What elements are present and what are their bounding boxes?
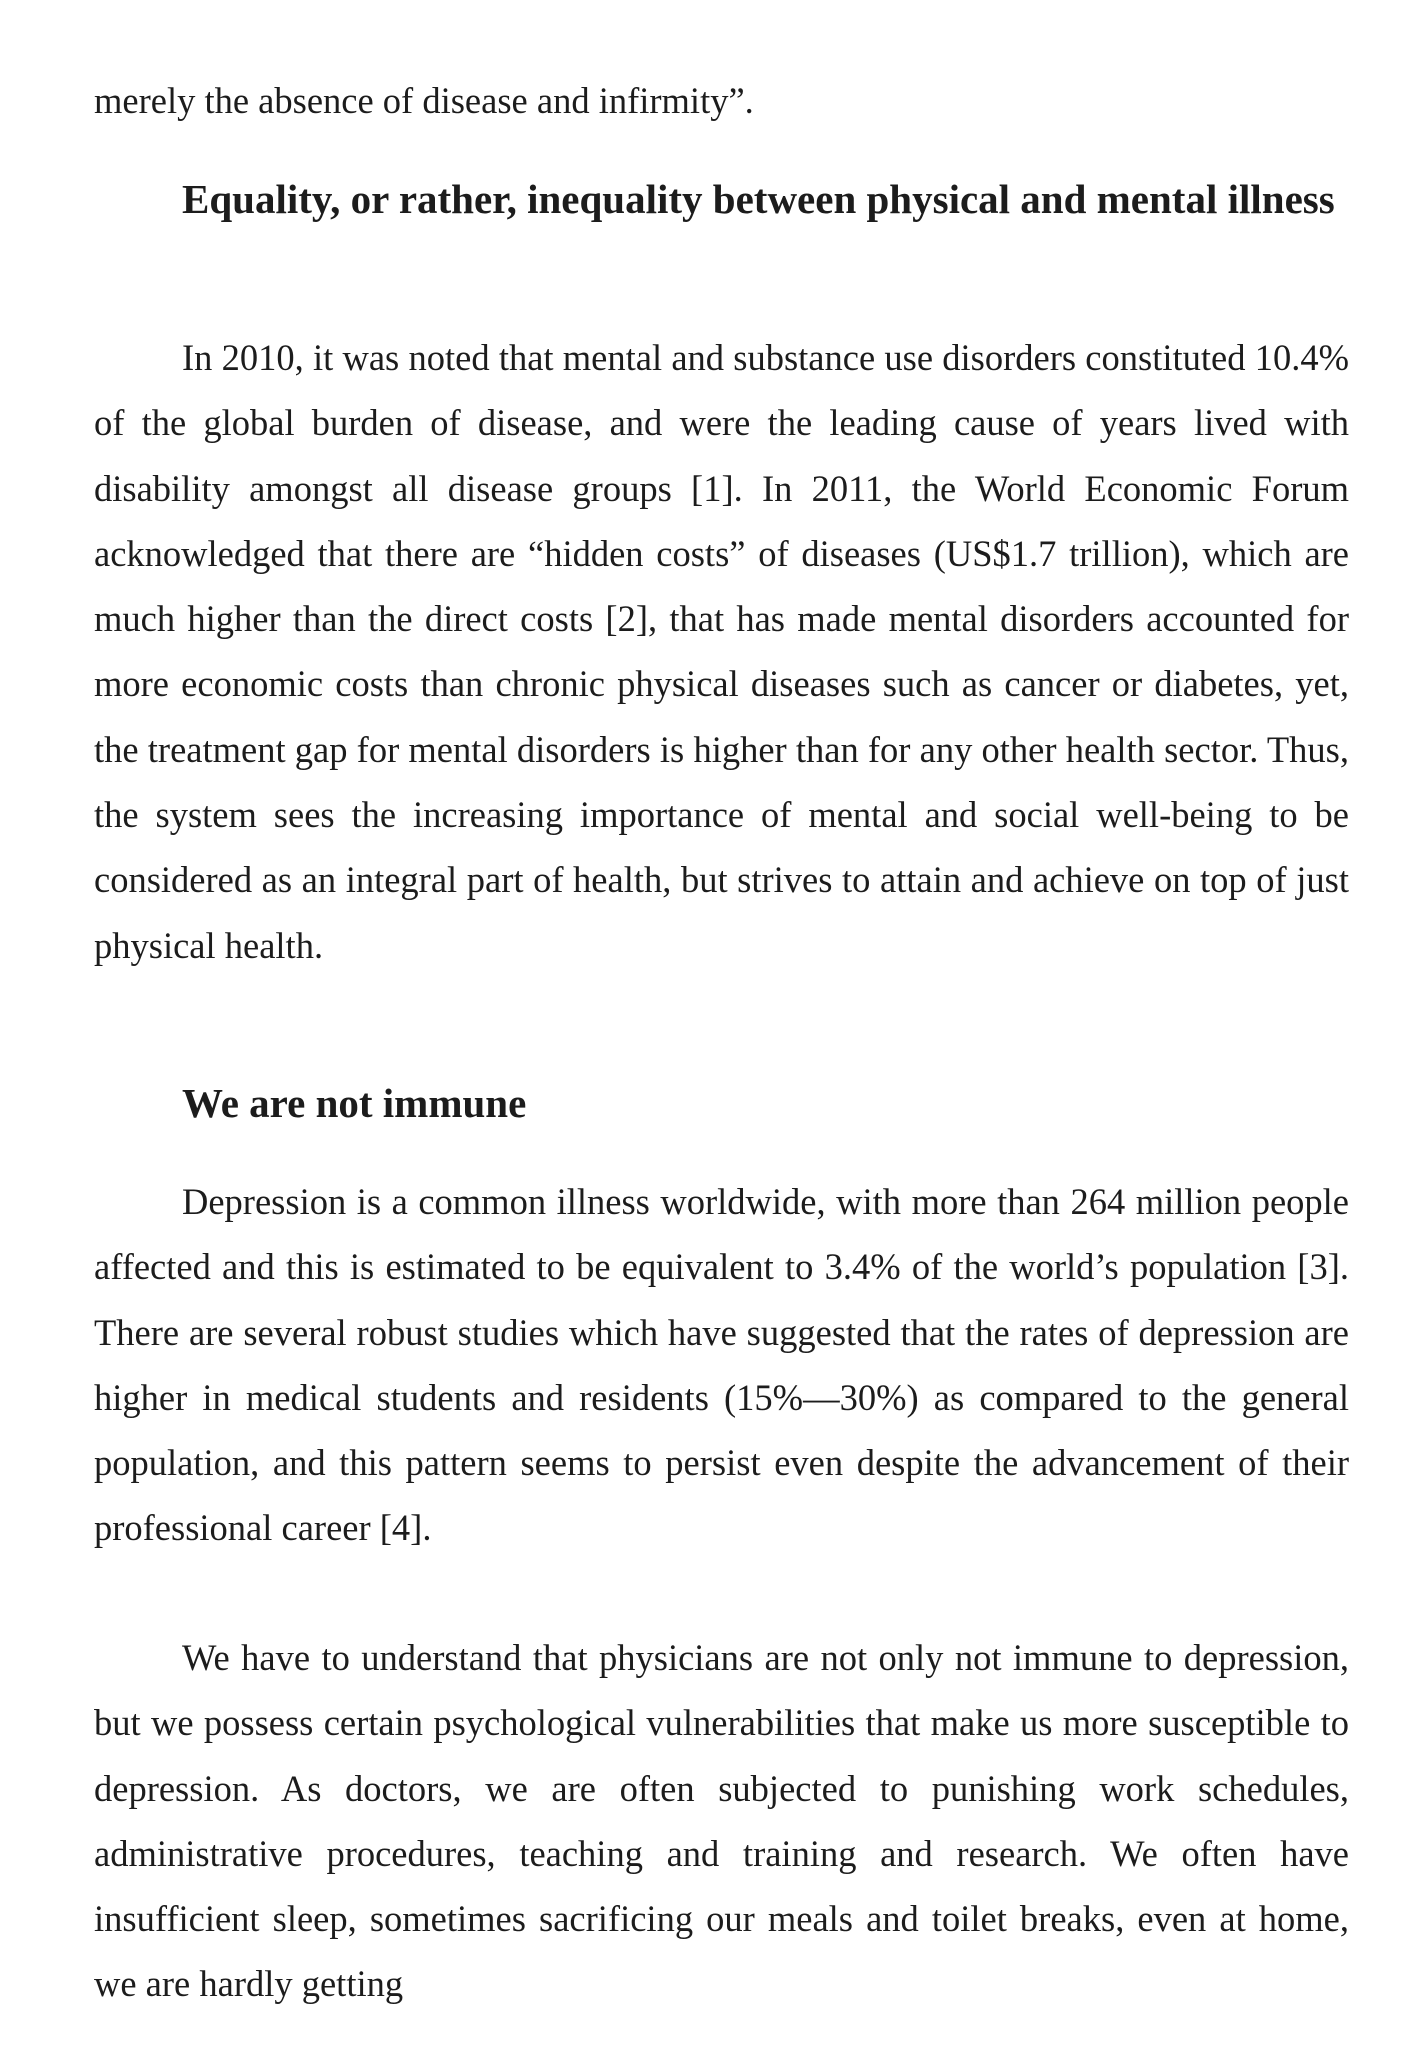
section-heading-equality: Equality, or rather, inequality between physical and mental illness: [182, 176, 1335, 222]
opening-fragment: merely the absence of disease and infirmity”.: [94, 80, 754, 121]
paragraph-physician-vulnerability: We have to understand that physicians are not only not immune to depression, but we possess certain psychological vulnerabilities that make us more susceptible to depression. As doctors, we are often subjected to punishing work schedules, administrative procedures, teaching and training and research. We often have insufficient sleep, sometimes sacrificing our meals and toilet breaks, even at home, we are hardly getting: [94, 1637, 1349, 2005]
section-heading-not-immune: We are not immune: [182, 1080, 527, 1126]
paragraph-global-burden: In 2010, it was noted that mental and substance use disorders constituted 10.4% of the global burden of disease, and were the leading cause of years lived with disability amongst all disease groups [1]. In 2011, the World Economic Forum acknowledged that there are “hidden costs” of diseases (US$1.7 trillion), which are much higher than the direct costs [2], that has made mental disorders accounted for more economic costs than chronic physical diseases such as cancer or diabetes, yet, the treatment gap for mental disorders is higher than for any other health sector. Thus, the system sees the increasing importance of mental and social well-being to be considered as an integral part of health, but strives to attain and achieve on top of just physical health.: [94, 337, 1349, 966]
paragraph-depression-prevalence: Depression is a common illness worldwide, with more than 264 million people affected and this is estimated to be equivalent to 3.4% of the world’s population [3]. There are several robust studies which have suggested that the rates of depression are higher in medical students and residents (15%—30%) as compared to the general population, and this pattern seems to persist even despite the advancement of their professional career [4].: [94, 1181, 1349, 1549]
